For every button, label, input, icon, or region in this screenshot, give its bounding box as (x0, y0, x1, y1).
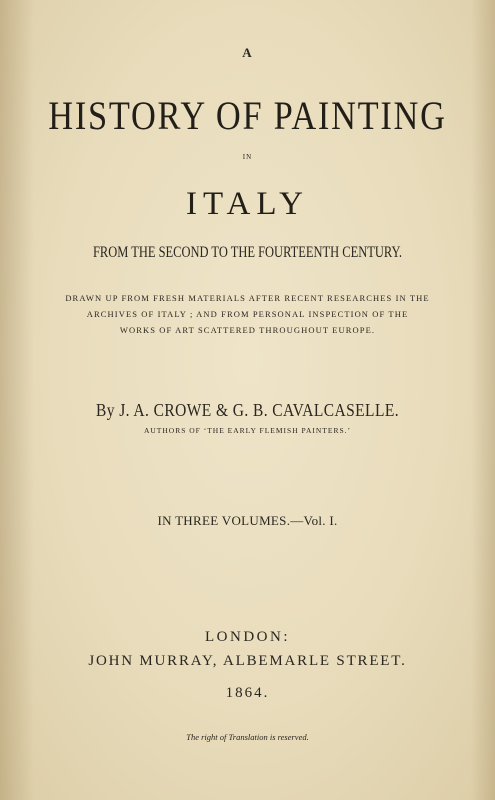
page-gutter-shadow (0, 0, 34, 800)
authors-credentials: AUTHORS OF ‘THE EARLY FLEMISH PAINTERS.’ (143, 426, 352, 435)
title-connector: IN (242, 153, 253, 161)
book-subtitle: FROM THE SECOND TO THE FOURTEENTH CENTURY. (92, 244, 403, 261)
description-line: WORKS OF ART SCATTERED THROUGHOUT EUROPE. (119, 325, 376, 335)
publication-year: 1864. (225, 685, 270, 701)
publisher-name: JOHN MURRAY, ALBEMARLE STREET. (88, 653, 407, 669)
authors-line: By J. A. CROWE & G. B. CAVALCASELLE. (95, 400, 400, 420)
rights-notice: The right of Translation is reserved. (186, 732, 309, 742)
publication-place: LONDON: (205, 629, 290, 645)
title-article: A (242, 45, 253, 60)
volume-info: IN THREE VOLUMES.—Vol. I. (157, 513, 338, 528)
description-line: DRAWN UP FROM FRESH MATERIALS AFTER RECENT RESEARCHES IN THE (65, 293, 430, 303)
book-title: HISTORY OF PAINTING (48, 93, 447, 138)
page-edge-shadow (471, 0, 495, 800)
description-line: ARCHIVES OF ITALY ; AND FROM PERSONAL INSPECTION OF THE (86, 309, 409, 319)
title-country: ITALY (185, 186, 310, 222)
